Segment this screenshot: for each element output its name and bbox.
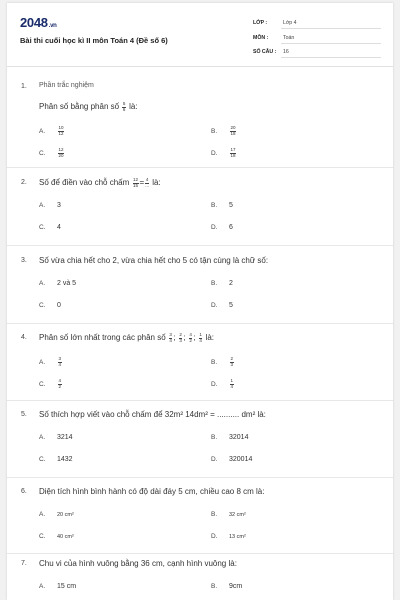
answer-option-c[interactable]: C. 0 — [39, 302, 61, 309]
answer-option-b[interactable]: B. $\frac{20}{18}$ — [211, 125, 236, 136]
answer-option-d[interactable]: D. 13 cm² — [211, 533, 246, 540]
answer-option-a[interactable]: A. 3 — [39, 202, 61, 209]
answer-option-d[interactable]: D. 5 — [211, 302, 233, 309]
answer-option-a[interactable]: A. 2 và 5 — [39, 280, 77, 287]
question-divider — [7, 245, 393, 246]
exam-page — [7, 3, 393, 600]
question-text: Phân số bằng phân số $\frac{5}{6}$ là: — [39, 101, 138, 112]
answer-option-c[interactable]: C. 4 — [39, 224, 61, 231]
section-title: Phần trắc nghiệm — [39, 82, 94, 89]
question-number: 5. — [21, 411, 27, 418]
answer-option-c[interactable]: C. 1432 — [39, 456, 73, 463]
question-number: 1. — [21, 83, 27, 90]
question-number: 7. — [21, 560, 27, 567]
question-divider — [7, 477, 393, 478]
fraction: $\frac{5}{6}$ — [122, 101, 126, 112]
question-number: 6. — [21, 488, 27, 495]
answer-option-d[interactable]: D. $\frac{1}{4}$ — [211, 378, 234, 389]
answer-option-c[interactable]: C. $\frac{12}{20}$ — [39, 147, 64, 158]
answer-option-b[interactable]: B. 5 — [211, 202, 233, 209]
answer-option-b[interactable]: B. 32014 — [211, 434, 249, 441]
answer-option-b[interactable]: B. 2 — [211, 280, 233, 287]
question-number: 2. — [21, 179, 27, 186]
question-text: Phân số lớn nhất trong các phân số $\frac{3}{4}$ ; $\frac{2}{3}$ ; $\frac{4}{2}$ ; $\frac{1}{4}$ là: — [39, 332, 215, 343]
answer-option-d[interactable]: D. 6 — [211, 224, 233, 231]
answer-option-d[interactable]: D. 320014 — [211, 456, 253, 463]
question-divider — [7, 167, 393, 168]
answer-option-c[interactable]: C. 40 cm² — [39, 533, 74, 540]
header-divider — [7, 66, 393, 67]
answer-option-a[interactable]: A. 15 cm — [39, 583, 77, 590]
question-number: 4. — [21, 334, 27, 341]
question-text: Số để điền vào chỗ chấm $\frac{12}{15}$ = 4 ... là: — [39, 177, 161, 188]
question-divider — [7, 400, 393, 401]
answer-option-b[interactable]: B. 9cm — [211, 583, 243, 590]
answer-option-b[interactable]: B. 32 cm² — [211, 511, 246, 518]
question-divider — [7, 553, 393, 554]
answer-option-a[interactable]: A. 20 cm² — [39, 511, 74, 518]
question-number: 3. — [21, 257, 27, 264]
answer-option-d[interactable]: D. $\frac{17}{18}$ — [211, 147, 236, 158]
answer-option-a[interactable]: A. 3214 — [39, 434, 73, 441]
exam-title: Bài thi cuối học kì II môn Toán 4 (Đề số 6) — [20, 36, 168, 45]
exam-header: 2048.vn Bài thi cuối học kì II môn Toán 4 (Đề số 6) LỚP : Lớp 4 MÔN : Toán SỐ CÂU : 16 — [7, 3, 393, 65]
question-text: Số vừa chia hết cho 2, vừa chia hết cho 5 có tận cùng là chữ số: — [39, 256, 269, 265]
answer-option-a[interactable]: A. $\frac{3}{4}$ — [39, 356, 62, 367]
answer-option-b[interactable]: B. $\frac{2}{3}$ — [211, 356, 234, 367]
question-text: Chu vi của hình vuông bằng 36 cm, cạnh hình vuông là: — [39, 559, 237, 568]
question-text: Số thích hợp viết vào chỗ chấm để 32m² 14dm² = .......... dm² là: — [39, 410, 266, 419]
logo: 2048.vn — [20, 15, 57, 30]
question-text: Diện tích hình bình hành có độ dài đáy 5 cm, chiều cao 8 cm là: — [39, 487, 265, 496]
question-divider — [7, 323, 393, 324]
answer-option-c[interactable]: C. $\frac{4}{2}$ — [39, 378, 62, 389]
answer-option-a[interactable]: A. $\frac{10}{12}$ — [39, 125, 64, 136]
